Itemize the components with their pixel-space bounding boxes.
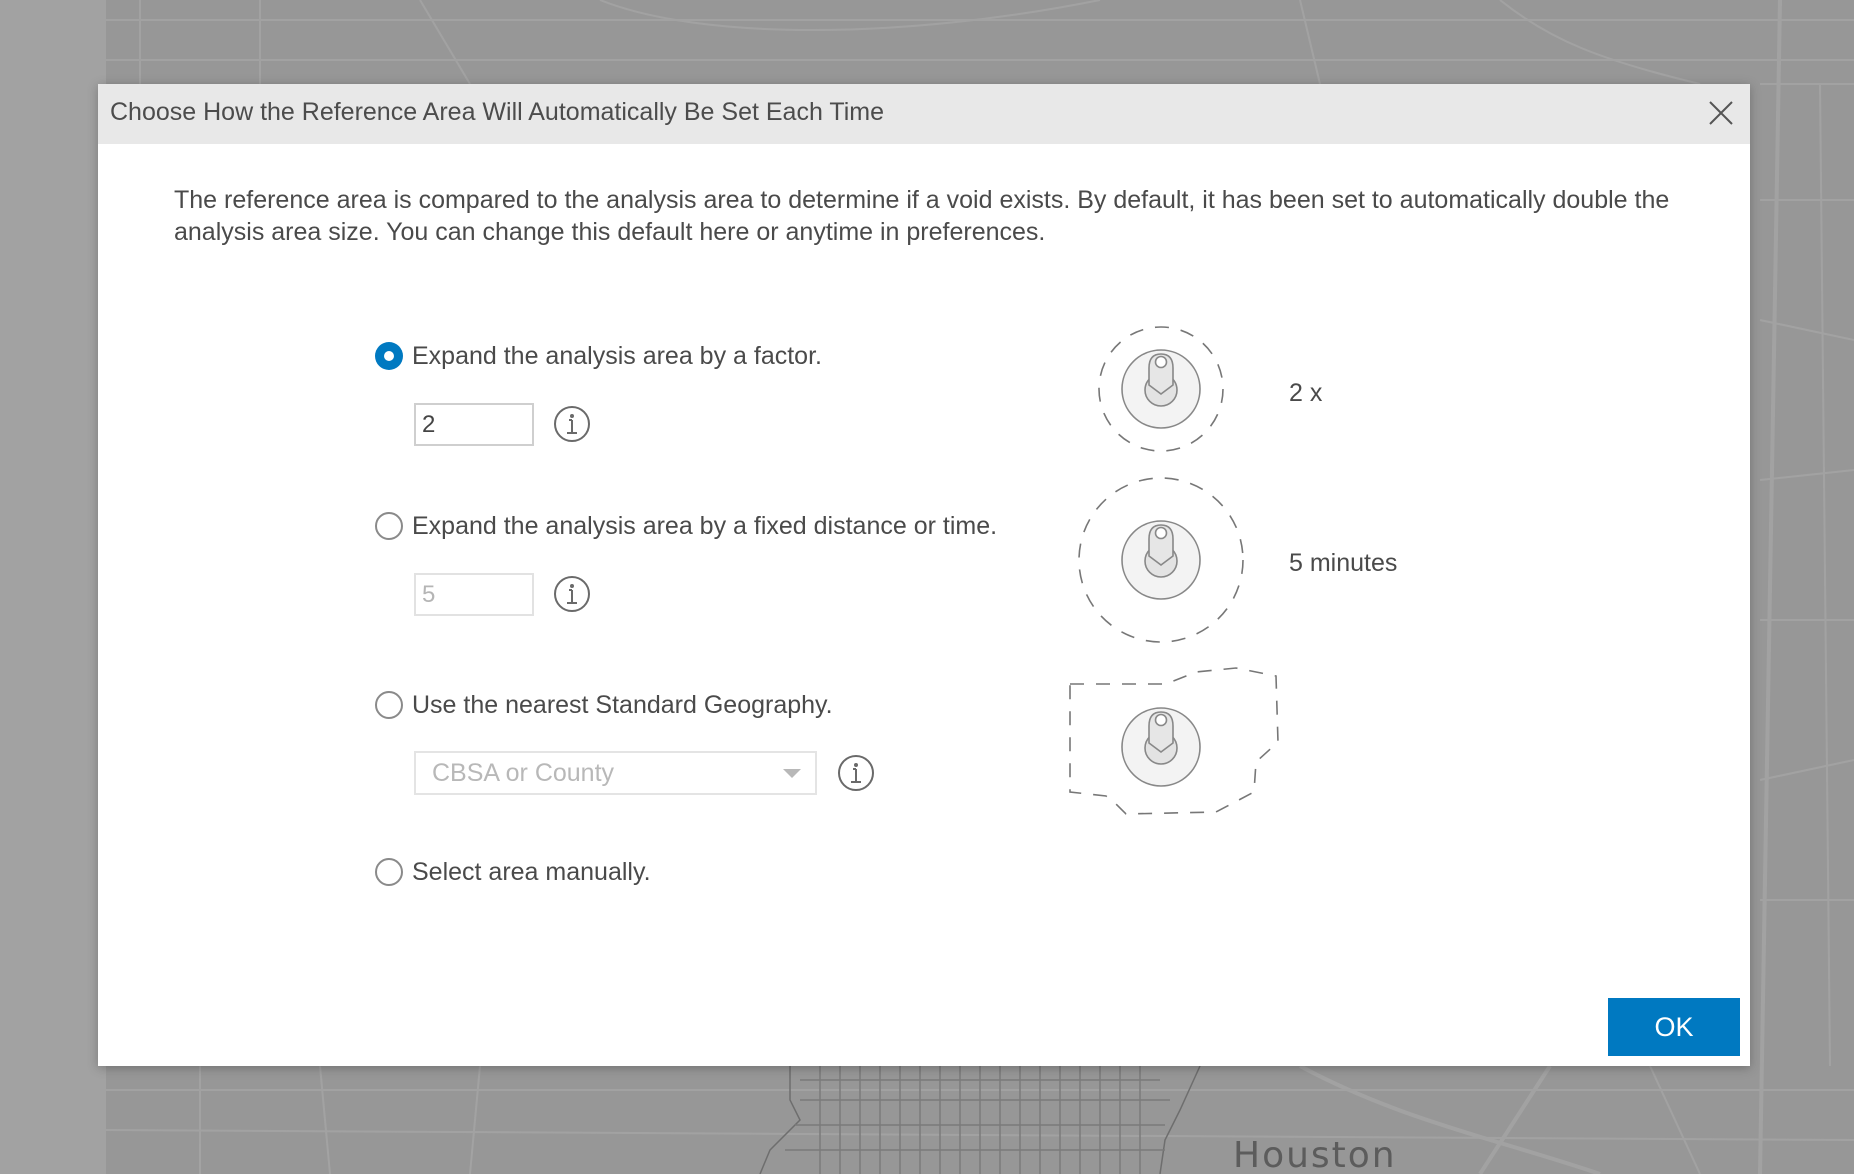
dialog-description: The reference area is compared to the analysis area to determine if a void exists. By default, it has been set to automatically double the analysis area size. You can change this default here or anytime in preferences.: [174, 186, 1670, 246]
dialog-header: [98, 84, 1750, 144]
factor-illustration-label: 2 x: [1289, 379, 1323, 407]
geography-polygon-illustration: [1066, 662, 1286, 822]
radio-standard-geography[interactable]: [375, 691, 403, 719]
close-button[interactable]: [1706, 98, 1736, 128]
info-icon: [553, 575, 591, 613]
option-select-manually[interactable]: [375, 855, 651, 889]
radio-expand-by-distance[interactable]: [375, 512, 403, 540]
option-expand-by-distance[interactable]: [375, 509, 997, 543]
option-label: Expand the analysis area by a factor.: [412, 341, 822, 370]
info-icon: [553, 405, 591, 443]
chevron-down-icon: [783, 769, 801, 778]
distance-input[interactable]: [414, 573, 534, 616]
info-icon: [837, 754, 875, 792]
distance-info-button[interactable]: [553, 575, 591, 613]
distance-ring-illustration: [1076, 475, 1246, 645]
factor-input[interactable]: [414, 403, 534, 446]
option-label: Select area manually.: [412, 857, 651, 886]
factor-info-button[interactable]: [553, 405, 591, 443]
option-standard-geography[interactable]: [375, 688, 833, 722]
reference-area-dialog: [98, 84, 1750, 1066]
distance-illustration-label: 5 minutes: [1289, 549, 1398, 577]
geography-select-value: CBSA or County: [432, 758, 615, 787]
option-expand-by-factor[interactable]: [375, 339, 822, 373]
radio-select-manually[interactable]: [375, 858, 403, 886]
geography-info-button[interactable]: [837, 754, 875, 792]
option-label: Use the nearest Standard Geography.: [412, 690, 833, 719]
dialog-title: Choose How the Reference Area Will Automatically Be Set Each Time: [110, 98, 884, 126]
factor-ring-illustration: [1096, 324, 1226, 454]
radio-expand-by-factor[interactable]: [375, 342, 403, 370]
close-icon: [1706, 98, 1736, 128]
geography-select[interactable]: [414, 751, 817, 795]
ok-button[interactable]: OK: [1608, 998, 1740, 1056]
option-label: Expand the analysis area by a fixed distance or time.: [412, 511, 998, 540]
map-city-label: Houston: [1233, 1135, 1397, 1174]
map-left-strip: [0, 0, 106, 1174]
